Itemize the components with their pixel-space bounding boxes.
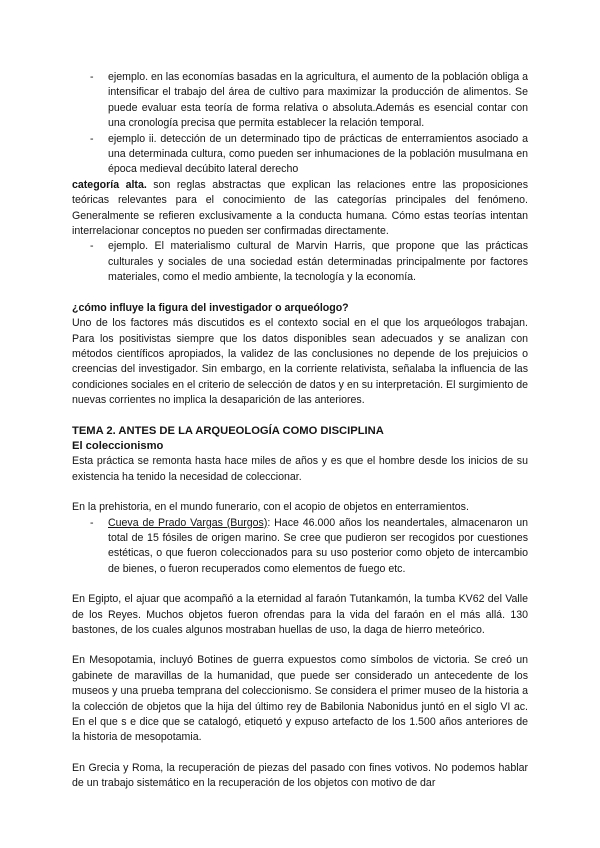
bullet-dash: -	[90, 132, 94, 145]
bullet-text: ejemplo ii. detección de un determinado tipo de prácticas de enterramientos asociado a una determinada cultura, como pueden ser inhumaciones de la población musulmana en época medieval decúbito lateral derecho	[108, 132, 528, 176]
bullet-dash: -	[90, 240, 94, 253]
bullet-dash: -	[90, 516, 94, 529]
bullet-text: ejemplo. El materialismo cultural de Marvin Harris, que propone que las prácticas culturales y sociales de una sociedad están determinadas principalmente por factores materiales, como el medio ambiente, la tecnología y la economía.	[108, 240, 528, 284]
coleccionismo-subtitle: El coleccionismo	[72, 439, 164, 452]
categoria-alta-label: categoría alta.	[72, 178, 147, 191]
coleccionismo-intro: Esta práctica se remonta hasta hace miles de años y es que el hombre desde los inicios de su existencia ha tenido la necesidad de coleccionar.	[72, 455, 528, 483]
cueva-text: : Hace 46.000 años los neandertales, almacenaron un total de 15 fósiles de origen marino. Se cree que pudieron ser recogidos por cuestiones estéticas, o que fueron coleccionados para su uso posterior como objeto de intercambio de bienes, o fueron recuperados como elementos de fuego etc.	[108, 516, 528, 575]
bullet-agricultura	[72, 70, 528, 132]
tema2-title: TEMA 2. ANTES DE LA ARQUEOLOGÍA COMO DISCIPLINA	[72, 424, 384, 437]
cueva-link[interactable]: Cueva de Prado Vargas (Burgos)	[108, 516, 268, 529]
investigador-paragraph: Uno de los factores más discutidos es el contexto social en el que los arqueólogos trabajan. Para los positivistas siempre que los datos disponibles sean adecuados y se analizan con métodos científicos apropiados, la validez de las conclusiones no depende de los prejuicios o creencias del investigador. Sin embargo, en la corriente relativista, señalaba la influencia de las condiciones sociales en el criterio de selección de datos y en su interpretación. El surgimiento de nuevas corrientes no implica la desaparición de las anteriores.	[72, 317, 528, 407]
egipto-paragraph: En Egipto, el ajuar que acompañó a la eternidad al faraón Tutankamón, la tumba KV62 del Valle de los Reyes. Muchos objetos fueron ofrendas para la vida del faraón en el más allá. 130 bastones, de los cuales algunos mostraban huellas de uso, la daga de hierro meteórico.	[72, 593, 528, 636]
bullet-cueva	[72, 516, 528, 578]
bullet-text: ejemplo. en las economías basadas en la agricultura, el aumento de la población obliga a intensificar el trabajo del área de cultivo para maximizar la producción de alimentos. Se puede evaluar esta teoría de forma relativa o absoluta.Además es esencial contar con una cronología precisa que permita establecer la relación temporal.	[108, 71, 528, 130]
prehistoria-paragraph: En la prehistoria, en el mundo funerario, con el acopio de objetos en enterramientos.	[72, 501, 469, 514]
bullet-dash: -	[90, 71, 94, 83]
categoria-alta-text: son reglas abstractas que explican las relaciones entre las proposiciones teóricas relevantes para el conocimiento de las categorías principales del fenómeno. Generalmente se refieren exclusivamente a la conducta humana. Cómo estas teorías intentan interrelacionar conceptos no pueden ser confirmadas directamente.	[72, 178, 528, 238]
grecia-paragraph: En Grecia y Roma, la recuperación de piezas del pasado con fines votivos. No podemos hablar de un trabajo sistemático en la recuperación de los objetos con motivo de dar	[72, 761, 528, 790]
bullet-enterramientos	[72, 132, 528, 178]
categoria-alta-paragraph	[72, 178, 528, 240]
investigador-heading: ¿cómo influye la figura del investigador o arqueólogo?	[72, 301, 349, 314]
mesopotamia-paragraph: En Mesopotamia, incluyó Botines de guerra expuestos como símbolos de victoria. Se creó un gabinete de maravillas de la humanidad, que puede ser considerado un antecedente de los museos y una prueba temprana del coleccionismo. Se considera el primer museo de la historia a la colección de objetos que la hija del último rey de Babilonia Nabonidus juntó en el siglo VI ac. En el que s e dice que se catalogó, etiquetó y expuso artefacto de los 1.500 años anteriores de la historia de mesopotamia.	[72, 654, 528, 744]
bullet-harris	[72, 239, 528, 285]
